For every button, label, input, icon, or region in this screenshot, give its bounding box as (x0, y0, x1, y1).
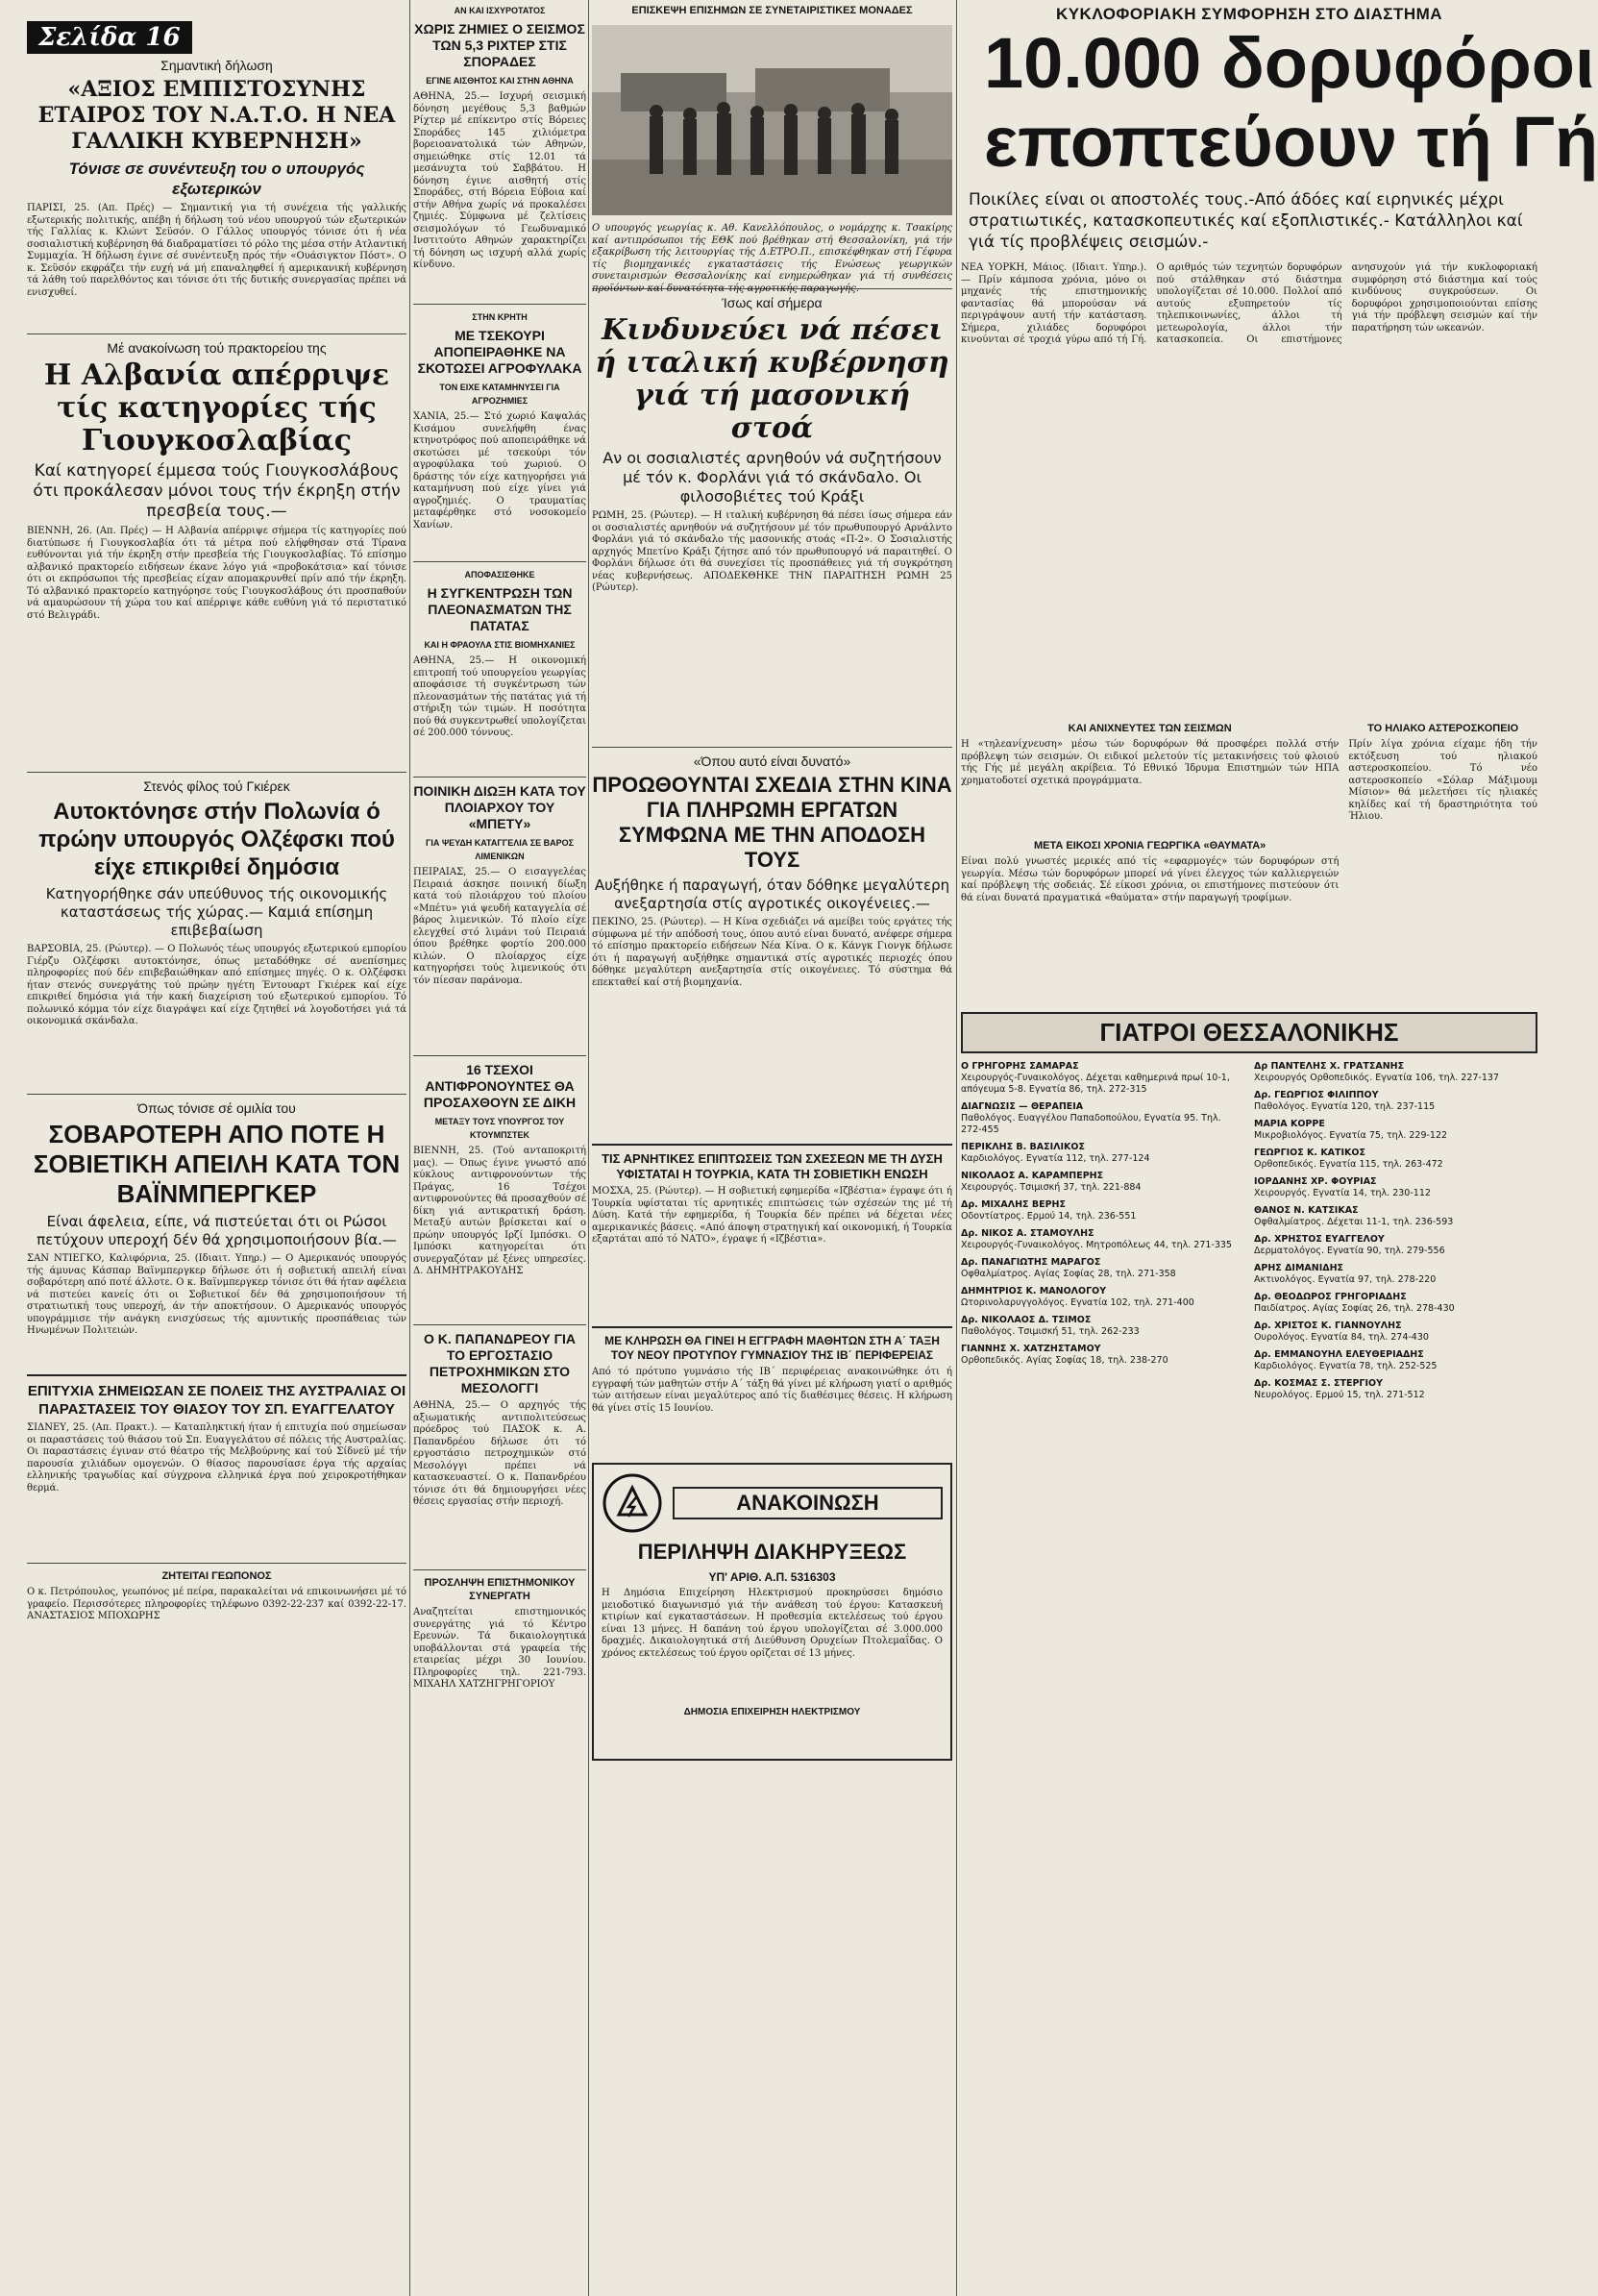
doctor-name: ΓΙΑΝΝΗΣ Χ. ΧΑΤΖΗΣΤΑΜΟΥ (961, 1344, 1101, 1354)
notice-footer: ΔΗΜΟΣΙΑ ΕΠΙΧΕΙΡΗΣΗ ΗΛΕΚΤΡΙΣΜΟΥ (683, 1707, 861, 1717)
doctor-entry (1254, 1119, 1537, 1142)
headline: ΕΠΙΤΥΧΙΑ ΣΗΜΕΙΩΣΑΝ ΣΕ ΠΟΛΕΙΣ ΤΗΣ ΑΥΣΤΡΑΛΙΑΣ ΟΙ ΠΑΡΑΣΤΑΣΕΙΣ ΤΟΥ ΘΙΑΣΟΥ ΤΟΥ ΣΠ. ΕΥΑΓΓΕΛΑΤΟΥ (27, 1383, 406, 1418)
doctor-name: Δρ. ΝΙΚΟΛΑΟΣ Δ. ΤΣΙΜΟΣ (961, 1315, 1092, 1325)
column-rule (588, 0, 589, 2296)
article-earthquake (413, 4, 586, 298)
doctor-entry (1254, 1378, 1537, 1401)
column-rule (409, 0, 410, 2296)
article-body: Από τό πρότυπο γυμνάσιο τής ΙΒ΄ περιφέρειας ανακοινώθηκε ότι ή εγγραφή τών μαθητών στήν Α΄ τάξη θά γίνει μέ κλήρωση γιατί ο αριθμός τών αιτήσεων είναι μεγαλύτερος από τίς διαθέσιμες θέσεις. Η κλήρωση θά γίνει στίς 15 Ιουνίου. (592, 1367, 952, 1414)
divider (413, 1569, 586, 1570)
article-satellites (961, 5, 1598, 714)
kicker: Μέ ανακοίνωση τού πρακτορείου της (107, 340, 327, 356)
column-4 (961, 0, 1598, 2296)
article-hiring (413, 1576, 586, 1751)
article-body: Η «τηλεανίχνευση» μέσω τών δορυφόρων θά προσφέρει πολλά στήν πρόβλεψη τών σεισμών. Οι ειδικοί μελετούν τίς μετακινήσεις τού φλοιού τής Γής μέ μεγάλη ακρίβεια. Τό Εθνικό Ίδρυμα Επιστημών τών ΗΠΑ χρηματοδοτεί σχετικά προγράμματα. (961, 739, 1340, 786)
doctor-name: Δρ. ΧΡΗΣΤΟΣ ΕΥΑΓΓΕΛΟΥ (1254, 1234, 1385, 1245)
subsection-left (961, 718, 1339, 1004)
doctor-details: Ακτινολόγος. Εγνατία 97, τηλ. 278-220 (1254, 1274, 1437, 1285)
doctor-name: ΔΙΑΓΝΩΣΙΣ — ΘΕΡΑΠΕΙΑ (961, 1101, 1084, 1112)
article-body: ΠΑΡΙΣΙ, 25. (Απ. Πρές) — Σημαντική για τή συνέχεια τής γαλλικής εξωτερικής πολιτικής, απέβη ή δήλωση τού νέου υπουργού τών εξωτερικών τής Γαλλίας κ. Κλώντ Σεϋσόν. Ο Γάλλος υπουργός τόνισε ότι ή νέα σοσιαλιστική κυβέρνηση θά διαδραματίσει τό ρόλο της μέσα στήν Ατλαντική Συμμαχία. Ή δήλωση έγινε σέ συνέντευξη πρός τήν «Ουάσιγκτον Πόστ». Ο κ. Σεϋσόν εκφράζει τήν ευχή νά μή επαναληφθεί ή αμερικανική κυβέρνηση τά λάθη τού παρελθόντος και τόνισε ότι τής δυτικής συνεργασίας πρέπει νά ενισχυθεί. (27, 203, 406, 298)
article-body: ΑΘΗΝΑ, 25.— Ισχυρή σεισμική δόνηση μεγέθους 5,3 βαθμών Ρίχτερ μέ επίκεντρο στίς Βόρειες Σποράδες 145 χιλιόμετρα βορειοανατολικά τών Αθηνών, σημειώθηκε στίς 12.01 τά μεσάνυχτα τού Σαββάτου. Η δόνηση έγινε αισθητή στίς Σποράδες, στή Βόρεια Εύβοια καί στήν Αθήνα χωρίς νά προκαλέσει ζημιές. Σύμφωνα μέ ζελτίσεις σεισμολόγων τό Γεωδυναμικό Ινστιτούτο Αθηνών χαρακτηρίζει τή δόνηση ως ισχυρή αλλά χωρίς κίνδυνο. (413, 91, 586, 270)
satellite-subsections (961, 718, 1537, 1004)
article-school-lottery (592, 1334, 952, 1453)
article-body: ΣΑΝ ΝΤΙΕΓΚΟ, Καλιφόρνια, 25. (Ιδιαιτ. Υπηρ.) — Ο Αμερικανός υπουργός τής άμυνας Κάσπαρ Βαϊνμπεργκερ δήλωσε ότι ή σοβιετική απειλή είναι σοβαρότερη από ποτέ άλλοτε. Ο κ. Βαϊνμπεργκερ τόνισε ότι θά ήταν αφέλεια νά πιστεύει κανείς ότι οι Σοβιετικοί δέν θά χρησιμοποιήσουν τή στρατιωτική τους υπεροχή, άν τήν αποκτήσουν. Ο Αμερικανός υπουργός υπογράμμισε τήν ανάγκη ενισχύσεως τής αμυντικής προσπάθειας τών Ηνωμένων Πολιτειών. (27, 1253, 406, 1336)
article-poland (27, 778, 406, 1088)
article-body: ΑΘΗΝΑ, 25.— Ο αρχηγός τής αξιωματικής αντιπολιτεύσεως πρόεδρος τού ΠΑΣΟΚ κ. Α. Παπανδρέου δήλωσε ότι τό εργοστάσιο πετροχημικών στό Μεσολόγγι πρέπει νά κατασκευαστεί. Ο κ. Παπανδρέου τόνισε ότι θά δημιουργήσει νέες θέσεις εργασίας στήν περιοχή. (413, 1400, 586, 1507)
doctor-details: Χειρουργός. Τσιμισκή 37, τηλ. 221-884 (961, 1182, 1142, 1193)
subheadline: Αν οι σοσιαλιστές αρνηθούν νά συζητήσουν μέ τόν κ. Φορλάνι γιά τό σκάνδαλο. Οι φιλοσοβιέτες τού Κράξι (602, 449, 942, 506)
doctor-name: ΠΕΡΙΚΛΗΣ Β. ΒΑΣΙΛΙΚΟΣ (961, 1142, 1085, 1152)
article-turkey (592, 1151, 952, 1321)
doctor-details: Ωτορινολαρυγγολόγος. Εγνατία 102, τηλ. 271-400 (961, 1297, 1194, 1308)
article-australia (27, 1382, 406, 1557)
headline: «ΑΞΙΟΣ ΕΜΠΙΣΤΟΣΥΝΗΣ ΕΤΑΙΡΟΣ ΤΟΥ Ν.Α.Τ.Ο. Η ΝΕΑ ΓΑΛΛΙΚΗ ΚΥΒΕΡΝΗΣΗ» (37, 77, 396, 154)
photo-caption: Ο υπουργός γεωργίας κ. Αθ. Κανελλόπουλος, ο νομάρχης κ. Τσακίρης καί αντιπρόσωποι τής ΕΘΚ πού βρέθηκαν στή Θεσσαλονίκη, γιά τήν εξακρίβωση τής λειτουργίας τής Δ.ΕΤΡΟ.Π., επισκέφθηκαν στή Γέφυρα τίς βιομηχανικές εγκαταστάσεις τής Ενώσεως γεωργικών συνεταιρισμών Θεσσαλονίκης καί ενημερώθηκαν γιά τή συνθέσεις προϊόντων καί δυνατότητα τής αγροτικής παραγωγής. (592, 223, 952, 294)
doctor-details: Χειρουργός Ορθοπεδικός. Εγνατία 106, τηλ. 227-137 (1254, 1073, 1499, 1083)
doctor-name: ΑΡΗΣ ΔΙΜΑΝΙΔΗΣ (1254, 1263, 1344, 1273)
doctor-name: Δρ. ΓΕΩΡΓΙΟΣ ΦΙΛΙΠΠΟΥ (1254, 1090, 1379, 1100)
subsection-right (1348, 718, 1537, 1004)
notice-subtitle: ΠΕΡΙΛΗΨΗ ΔΙΑΚΗΡΥΞΕΩΣ (637, 1540, 907, 1564)
article-body: Αναζητείται επιστημονικός συνεργάτης γιά τό Κέντρο Ερευνών. Τά δικαιολογητικά υποβάλλονται στά γραφεία τής εταιρείας μέχρι 30 Ιουνίου. Πληροφορίες τηλ. 221-793. ΜΙΧΑΗΛ ΧΑΤΖΗΓΡΗΓΟΡΙΟΥ (413, 1607, 586, 1690)
article-body: ΒΑΡΣΟΒΙΑ, 25. (Ρώυτερ). — Ο Πολωνός τέως υπουργός εξωτερικού εμπορίου Γιέρζυ Ολζέφσκι αυτοκτόνησε, όπως μεταδόθηκε σέ ανεπίσημες πληροφορίες πού δέν επιβεβαιώθηκαν από επίσημες πηγές. Ο κ. Ολζέφσκι ήταν στενός συνεργάτης τού πρώην ηγέτη Έντουαρτ Γκιέρεκ καί είχε επικριθεί δημόσια γιά τήν κακή διαχείριση τού εξωτερικού εμπορίου. Τό πολωνικό κόμμα τόν είχε διαγράψει καί είχε ζητηθεί νά λογοδοτήσει γιά τά οικονομικά σκάνδαλα. (27, 944, 406, 1026)
classified-agronomist (27, 1569, 406, 1654)
doctor-name: Δρ. ΚΟΣΜΑΣ Σ. ΣΤΕΡΓΙΟΥ (1254, 1378, 1383, 1389)
headline-line-1: 10.000 δορυφόροι (984, 23, 1595, 103)
doctor-entry (1254, 1263, 1537, 1286)
article-body: ΧΑΝΙΑ, 25.— Στό χωριό Καψαλάς Κισάμου συνελήφθη ένας κτηνοτρόφος πού αποπειράθηκε νά σκοτώσει μέ τσεκούρι τόν αγροφύλακα τού χωριού. Ο δράστης τόν είχε κατηγορήσει γιά καταμήνυση πού είχε γίνει γιά αγροζημιές. Ο τραυματίας μεταφέρθηκε στό νοσοκομείο Χανίων. (413, 411, 586, 531)
doctor-details: Οδοντίατρος. Ερμού 14, τηλ. 236-551 (961, 1211, 1137, 1222)
article-body: ΒΙΕΝΝΗ, 25. (Τού ανταποκριτή μας). — Όπως έγινε γνωστό από κύκλους αντιφρονούντων τής Πράγας, 16 Τσέχοι αντιφρονούντες θά προσαχθούν σέ δίκη γιά αντικρατική δράση. Μεταξύ αυτών βρίσκεται καί ο πρώην υπουργός Ιρζί Ιμπόσκι. Ο Ιμπόσκι κατηγορείται ότι συνεργαζόταν μέ ξένες υπηρεσίες. Δ. ΔΗΜΗΤΡΑΚΟΥΔΗΣ (413, 1146, 586, 1276)
article-body: ΠΕΚΙΝΟ, 25. (Ρώυτερ). — Η Κίνα σχεδιάζει νά αμείβει τούς εργάτες τής σύμφωνα μέ τήν απόδοσή τους, όπου αυτό είναι δυνατό, ανέφερε σήμερα τό επίσημο πρακτορείο ειδήσεων Νέα Κίνα. Ο κ. Κάνγκ Γιονγκ δήλωσε ότι ή παραγωγή αυξήθηκε σημαντικά στίς αγροτικές περιοχές όπου δόθηκε μεγαλύτερη ανεξαρτησία στίς οικογένειες. Τό σύστημα θά επεκταθεί καί στή βιομηχανία. (592, 917, 952, 988)
divider (27, 1374, 406, 1376)
subheadline: ΤΟΝ ΕΙΧΕ ΚΑΤΑΜΗΝΥΣΕΙ ΓΙΑ ΑΓΡΟΖΗΜΙΕΣ (439, 383, 560, 406)
directory-columns (961, 1061, 1537, 1407)
doctor-entry (1254, 1205, 1537, 1228)
doctor-name: Δρ. ΧΡΙΣΤΟΣ Κ. ΓΙΑΝΝΟΥΛΗΣ (1254, 1321, 1402, 1331)
doctor-details: Καρδιολόγος. Εγνατία 112, τηλ. 277-124 (961, 1153, 1150, 1164)
doctor-name: ΙΟΡΔΑΝΗΣ ΧΡ. ΦΟΥΡΙΑΣ (1254, 1176, 1377, 1187)
subheadline: ΕΓΙΝΕ ΑΙΣΘΗΤΟΣ ΚΑΙ ΣΤΗΝ ΑΘΗΝΑ (426, 76, 574, 86)
divider (27, 1563, 406, 1564)
doctor-details: Παθολόγος. Τσιμισκή 51, τηλ. 262-233 (961, 1326, 1140, 1337)
subheadline: ΚΑΙ Η ΦΡΑΟΥΛΑ ΣΤΙΣ ΒΙΟΜΗΧΑΝΙΕΣ (424, 640, 576, 650)
article-potatoes (413, 568, 586, 771)
directory-right (1254, 1061, 1537, 1407)
article-body: ΣΙΔΝΕΥ, 25. (Απ. Πρακτ.). — Καταπληκτική ήταν ή επιτυχία πού σημείωσαν οι παραστάσεις τού θιάσου τού Σπ. Ευαγγελάτου σέ πόλεις τής Αυστραλίας. Οι παραστάσεις έγιναν στό θέατρο τής Μελβούρνης καί τού Σίδνεϋ μέ τήν παρουσία χιλιάδων ομογενών. Ο θίασος παρουσίασε έργα τής αρχαίας ελληνικής τραγωδίας καί σύγχρονα ελληνικά έργα πού χειροκροτήθηκαν θερμά. (27, 1422, 406, 1494)
subheadline: ΜΕΤΑΞΥ ΤΟΥΣ ΥΠΟΥΡΓΟΣ ΤΟΥ ΚΤΟΥΜΠΣΤΕΚ (434, 1117, 565, 1140)
divider (27, 772, 406, 773)
subheadline: ΓΙΑ ΨΕΥΔΗ ΚΑΤΑΓΓΕΛΙΑ ΣΕ ΒΑΡΟΣ ΛΙΜΕΝΙΚΩΝ (425, 838, 575, 861)
article-body: ΝΕΑ ΥΟΡΚΗ, Μάιος. (Ιδιαιτ. Υπηρ.). — Πρίν κάμποσα χρόνια, μόνο οι μηχανές τής επιστημονικής φαντασίας θά μπορούσαν νά περιγράψουν αυτή τήν κατάσταση. Σήμερα, χιλιάδες δορυφόροι κινούνται σέ τροχιά γύρω από τή Γή. Ο αριθμός τών τεχνητών δορυφόρων πού στάλθηκαν στό διάστημα υπολογίζεται σέ 10.000. Πολλοί από αυτούς εξυπηρετούν τίς τηλεπικοινωνίες, άλλοι τή μετεωρολογία, άλλοι τήν κατασκοπεία. Οι επιστήμονες ανησυχούν γιά τήν κυκλοφοριακή συμφόρηση στό διάστημα καί τούς κινδύνους συγκρούσεων. Οι δορυφόροι χρησιμοποιούνται επίσης γιά τήν πρόβλεψη σεισμών καί τήν παρατήρηση τών ωκεανών. (961, 262, 1537, 345)
doctor-entry (961, 1061, 1244, 1096)
doctor-details: Χειρουργός. Εγνατία 14, τηλ. 230-112 (1254, 1188, 1431, 1198)
headline: ΣΟΒΑΡΟΤΕΡΗ ΑΠΟ ΠΟΤΕ Η ΣΟΒΙΕΤΙΚΗ ΑΠΕΙΛΗ ΚΑΤΑ ΤΟΝ ΒΑΪΝΜΠΕΡΓΚΕΡ (33, 1120, 401, 1208)
headline: ΜΕ ΚΛΗΡΩΣΗ ΘΑ ΓΙΝΕΙ Η ΕΓΓΡΑΦΗ ΜΑΘΗΤΩΝ ΣΤΗ Α΄ ΤΑΞΗ ΤΟΥ ΝΕΟΥ ΠΡΟΤΥΠΟΥ ΓΥΜΝΑΣΙΟΥ ΤΗΣ ΙΒ΄ ΠΕΡΙΦΕΡΕΙΑΣ (604, 1334, 940, 1362)
subheadline: Κατηγορήθηκε σάν υπεύθυνος τής οικονομικής καταστάσεως τής χώρας.— Καμιά επίσημη επιβεβαίωση (45, 885, 388, 939)
column-1 (27, 0, 406, 2296)
doctor-name: Δρ. ΘΕΟΔΩΡΟΣ ΓΡΗΓΟΡΙΑΔΗΣ (1254, 1292, 1407, 1302)
kicker: ΚΥΚΛΟΦΟΡΙΑΚΗ ΣΥΜΦΟΡΗΣΗ ΣΤΟ ΔΙΑΣΤΗΜΑ (1055, 5, 1443, 23)
doctor-details: Παθολόγος. Ευαγγέλου Παπαδοπούλου, Εγνατία 95. Τηλ. 272-455 (961, 1113, 1221, 1135)
subheadline: Είναι άφελεια, είπε, νά πιστεύεται ότι οι Ρώσοι πετύχουν υπεροχή δέν θά χρησιμοποιήσουν βία.— (37, 1213, 397, 1248)
directory-title: ΓΙΑΤΡΟΙ ΘΕΣΣΑΛΟΝΙΚΗΣ (961, 1012, 1537, 1053)
headline-line-2: εποπτεύουν τή Γή (984, 102, 1598, 182)
doctor-details: Παθολόγος. Εγνατία 120, τηλ. 237-115 (1254, 1101, 1436, 1112)
doctor-name: Δρ. ΕΜΜΑΝΟΥΗΛ ΕΛΕΥΘΕΡΙΑΔΗΣ (1254, 1349, 1424, 1360)
doctor-entry (961, 1315, 1244, 1338)
article-weinberger (27, 1100, 406, 1369)
subheadline: Τόνισε σε συνέντευξη του ο υπουργός εξωτερικών (68, 160, 365, 198)
kicker: ΑΠΟΦΑΣΙΣΘΗΚΕ (464, 570, 535, 580)
headline: ΠΡΟΩΘΟΥΝΤΑΙ ΣΧΕΔΙΑ ΣΤΗΝ ΚΙΝΑ ΓΙΑ ΠΛΗΡΩΜΗ ΕΡΓΑΤΩΝ ΣΥΜΦΩΝΑ ΜΕ ΤΗΝ ΑΠΟΔΟΣΗ ΤΟΥΣ (592, 773, 952, 872)
headline: Η ΣΥΓΚΕΝΤΡΩΣΗ ΤΩΝ ΠΛΕΟΝΑΣΜΑΤΩΝ ΤΗΣ ΠΑΤΑΤΑΣ (427, 585, 573, 633)
article-body: Πρίν λίγα χρόνια είχαμε ήδη τήν εκτόξευση τού ηλιακού αστεροσκοπείου. Τό νέο αστεροσκοπείο «Σόλαρ Μάξιμουμ Μίσιον» θά μελετήσει τίς ηλιακές κηλίδες καί τή δραστηριότητα τού Ήλιου. (1348, 739, 1537, 822)
divider (413, 561, 586, 562)
doctor-details: Ουρολόγος. Εγνατία 84, τηλ. 274-430 (1254, 1332, 1429, 1343)
doctor-name: Δρ. ΝΙΚΟΣ Α. ΣΤΑΜΟΥΛΗΣ (961, 1228, 1094, 1239)
doctor-details: Οφθαλμίατρος. Δέχεται 11-1, τηλ. 236-593 (1254, 1217, 1454, 1227)
column-3 (592, 0, 952, 2296)
headline: ΜΕ ΤΣΕΚΟΥΡΙ ΑΠΟΠΕΙΡΑΘΗΚΕ ΝΑ ΣΚΟΤΩΣΕΙ ΑΓΡΟΦΥΛΑΚΑ (417, 328, 582, 376)
article-czech-dissidents (413, 1062, 586, 1319)
kicker: ΕΠΙΣΚΕΨΗ ΕΠΙΣΗΜΩΝ ΣΕ ΣΥΝΕΤΑΙΡΙΣΤΙΚΕΣ ΜΟΝΑΔΕΣ (631, 5, 913, 16)
article-body: ΑΘΗΝΑ, 25.— Η οικονομική επιτροπή τού υπουργείου γεωργίας αποφάσισε τή συγκέντρωση τών πλεονασμάτων τής πατάτας γιά τή στήριξη τών τιμών. Η ποσότητα πού θά συγκεντρωθεί υπολογίζεται σέ 200.000 τόννους. (413, 655, 586, 738)
doctor-entry (961, 1171, 1244, 1194)
divider (592, 1326, 952, 1328)
doctor-details: Ορθοπεδικός. Εγνατία 115, τηλ. 263-472 (1254, 1159, 1443, 1170)
doctors-directory (961, 1012, 1537, 1407)
headline: ΠΟΙΝΙΚΗ ΔΙΩΞΗ ΚΑΤΑ ΤΟΥ ΠΛΟΙΑΡΧΟΥ ΤΟΥ «ΜΠΕΤΥ» (413, 783, 586, 831)
doctor-entry (961, 1286, 1244, 1309)
subheadline: Αυξήθηκε ή παραγωγή, όταν δόθηκε μεγαλύτερη ανεξαρτησία στίς αγροτικές οικογένειες.— (594, 876, 950, 912)
doctor-entry (961, 1257, 1244, 1280)
doctor-name: ΜΑΡΙΑ ΚΟΡΡΕ (1254, 1119, 1325, 1129)
doctor-entry (961, 1228, 1244, 1251)
subheadline: Καί κατηγορεί έμμεσα τούς Γιουγκοσλάβους ότι προκάλεσαν μόνοι τους τήν έκρηξη στήν πρεσβεία τους.— (33, 461, 401, 521)
divider (413, 777, 586, 778)
article-body: Ο κ. Πετρόπουλος, γεωπόνος μέ πείρα, παρακαλείται νά επικοινωνήσει μέ τό γραφείο. Περισσότερες πληροφορίες τηλέφωνο 0392-22-237 καί 0392-22-17. ΑΝΑΣΤΑΣΙΟΣ ΜΠΟΧΩΡΗΣ (27, 1587, 406, 1621)
headline: ΜΕΤΑ ΕΙΚΟΣΙ ΧΡΟΝΙΑ ΓΕΩΡΓΙΚΑ «ΘΑΥΜΑΤΑ» (1034, 840, 1266, 852)
divider (413, 1324, 586, 1325)
headline: ΧΩΡΙΣ ΖΗΜΙΕΣ Ο ΣΕΙΣΜΟΣ ΤΩΝ 5,3 ΡΙΧΤΕΡ ΣΤΙΣ ΣΠΟΡΑΔΕΣ (414, 21, 585, 69)
kicker: ΑΝ ΚΑΙ ΙΣΧΥΡΟΤΑΤΟΣ (454, 6, 546, 15)
doctor-details: Δερματολόγος. Εγνατία 90, τηλ. 279-556 (1254, 1246, 1445, 1256)
doctor-name: ΝΙΚΟΛΑΟΣ Α. ΚΑΡΑΜΠΕΡΗΣ (961, 1171, 1104, 1181)
headline: ΤΟ ΗΛΙΑΚΟ ΑΣΤΕΡΟΣΚΟΠΕΙΟ (1367, 723, 1519, 734)
news-photo (592, 25, 952, 215)
divider (27, 1094, 406, 1095)
doctor-details: Παιδίατρος. Αγίας Σοφίας 26, τηλ. 278-430 (1254, 1303, 1455, 1314)
divider (27, 333, 406, 334)
article-body: Είναι πολύ γνωστές μερικές από τίς «εφαρμογές» τών δορυφόρων στή γεωργία. Μέσω τών δορυφόρων μπορεί νά γίνει έλεγχος τών καλλιεργειών καί πρόβλεψη τής σοδειάς. Σέ είκοσι χρόνια, οι επιστήμονες πιστεύουν ότι θά είναι δυνατά πραγματικά «θαύματα» στήν παραγωγή τροφίμων. (961, 856, 1340, 903)
headline: Η Αλβανία απέρριψε τίς κατηγορίες τής Γιουγκοσλαβίας (43, 358, 390, 457)
article-body: ΒΙΕΝΝΗ, 26. (Απ. Πρές) — Η Αλβανία απέρριψε σήμερα τίς κατηγορίες πού διατύπωσε ή Γιουγκοσλαβία ότι τά μέτρα πού ελήφθησαν στά Τίρανα ευθύνονται γιά τήν έκρηξη στήν πρεσβεία τής Γιουγκοσλαβίας. Τό επίσημο αλβανικό πρακτορείο ειδήσεων έκανε λόγο γιά «προβοκάτσια» καί τόνισε ότι οι εκπρόσωποι τής πρεσβείας είχαν απομακρυνθεί πρίν από τήν έκρηξη. Τό αλβανικό πρακτορείο κατηγόρησε τούς Γιουγκοσλάβους ότι προσπαθούν νά αμαυρώσουν τή χώρα του καί απέρριψε κάθε ευθύνη γιά τό περιστατικό στό Βελιγράδι. (27, 526, 406, 621)
notice-body: Η Δημόσια Επιχείρηση Ηλεκτρισμού προκηρύσσει δημόσιο μειοδοτικό διαγωνισμό γιά τήν ανάθεση τού έργου: Κατασκευή κτιρίων καί εγκαταστάσεων. Η προθεσμία εκτελέσεως τού έργου είναι 13 μήνες. Η δαπάνη τού έργου υπολογίζεται σέ 3.000.000 δραχμές. Δικαιολογητικά στή Διεύθυνση Ορυχείων Πτολεμαΐδας. Ο χρόνος εκτελέσεως τού έργου ορίζεται σέ 13 μήνες. (602, 1588, 943, 1659)
page-number-badge: Σελίδα 16 (27, 21, 192, 54)
doctor-name: ΘΑΝΟΣ Ν. ΚΑΤΣΙΚΑΣ (1254, 1205, 1359, 1216)
article-papandreou (413, 1331, 586, 1564)
headline: ΚΑΙ ΑΝΙΧΝΕΥΤΕΣ ΤΩΝ ΣΕΙΣΜΩΝ (1068, 723, 1232, 734)
doctor-name: Δρ. ΜΙΧΑΛΗΣ ΒΕΡΗΣ (961, 1199, 1066, 1210)
dei-notice (592, 1463, 952, 1761)
doctor-entry (961, 1101, 1244, 1136)
article-albania (27, 340, 406, 766)
doctor-details: Χειρουργός-Γυναικολόγος. Μητροπόλεως 44, τηλ. 271-335 (961, 1240, 1232, 1250)
headline: Κινδυνεύει νά πέσει ή ιταλική κυβέρνηση γιά τή μασονική στοά (595, 313, 949, 445)
article-crete (413, 310, 586, 555)
doctor-details: Χειρουργός-Γυναικολόγος. Δέχεται καθημερινά πρωί 10-1, απόγευμα 5-8. Εγνατία 86, τηλ. 272-315 (961, 1073, 1230, 1095)
kicker: Όπως τόνισε σέ ομιλία του (137, 1100, 296, 1116)
notice-header (602, 1472, 943, 1534)
kicker: Ίσως καί σήμερα (722, 295, 823, 310)
headline: 16 ΤΣΕΧΟΙ ΑΝΤΙΦΡΟΝΟΥΝΤΕΣ ΘΑ ΠΡΟΣΑΧΘΟΥΝ ΣΕ ΔΙΚΗ (423, 1062, 577, 1110)
column-rule (956, 0, 957, 2296)
notice-reference: ΥΠ' ΑΡΙΘ. Α.Π. 5316303 (708, 1570, 836, 1584)
doctor-entry (1254, 1349, 1537, 1372)
headline: ΖΗΤΕΙΤΑΙ ΓΕΩΠΟΝΟΣ (161, 1570, 272, 1582)
headline: Ο Κ. ΠΑΠΑΝΔΡΕΟΥ ΓΙΑ ΤΟ ΕΡΓΟΣΤΑΣΙΟ ΠΕΤΡΟΧΗΜΙΚΩΝ ΣΤΟ ΜΕΣΟΛΟΓΓΙ (423, 1331, 577, 1395)
kicker: «Όπου αυτό είναι δυνατό» (693, 753, 851, 769)
headline: ΤΙΣ ΑΡΝΗΤΙΚΕΣ ΕΠΙΠΤΩΣΕΙΣ ΤΩΝ ΣΧΕΣΕΩΝ ΜΕ ΤΗ ΔΥΣΗ ΥΦΙΣΤΑΤΑΙ Η ΤΟΥΡΚΙΑ, ΚΑΤΑ ΤΗ ΣΟΒΙΕΤΙΚΗ ΕΝΩΣΗ (602, 1151, 943, 1181)
headline: Αυτοκτόνησε στήν Πολωνία ό πρώην υπουργός Ολζέφσκι πού είχε επικριθεί δημόσια (38, 799, 395, 880)
doctor-name: Δρ. ΠΑΝΑΓΙΩΤΗΣ ΜΑΡΑΓΟΣ (961, 1257, 1101, 1268)
doctor-entry (1254, 1321, 1537, 1344)
doctor-entry (1254, 1292, 1537, 1315)
divider (413, 304, 586, 305)
doctor-entry (1254, 1234, 1537, 1257)
column-2 (413, 0, 586, 2296)
divider (592, 747, 952, 748)
notice-title: ΑΝΑΚΟΙΝΩΣΗ (673, 1487, 943, 1519)
article-body: ΠΕΙΡΑΙΑΣ, 25.— Ο εισαγγελέας Πειραιά άσκησε ποινική δίωξη κατά τού πλοιάρχου τού πλοίου «Μπέτυ» γιά ψευδή καταγγελία σέ βάρος λιμενικών. Τό πλοίο είχε ελεγχθεί στό λιμάνι τού Πειραιά όπου βρέθηκε φορτίο 200.000 κιλών. Ο πλοίαρχος είχε κατηγορήσει τούς λιμενικούς ότι τόν πίεσαν παράνομα. (413, 867, 586, 986)
article-china (592, 753, 952, 1138)
kicker: ΣΤΗΝ ΚΡΗΤΗ (472, 312, 528, 322)
article-nato (27, 58, 406, 328)
doctor-details: Ορθοπεδικός. Αγίας Σοφίας 18, τηλ. 238-270 (961, 1355, 1168, 1366)
doctor-name: ΔΗΜΗΤΡΙΟΣ Κ. ΜΑΝΟΛΟΓΟΥ (961, 1286, 1107, 1296)
doctor-details: Οφθαλμίατρος. Αγίας Σοφίας 28, τηλ. 271-358 (961, 1269, 1176, 1279)
doctor-entry (1254, 1148, 1537, 1171)
directory-left (961, 1061, 1244, 1407)
article-body: ΡΩΜΗ, 25. (Ρώυτερ). — Η ιταλική κυβέρνηση θά πέσει ίσως σήμερα εάν οι σοσιαλιστές αρνηθούν νά συζητήσουν μέ τόν πρωθυπουργό Αρνάλντο Φορλάνι γιά τό σκάνδαλο τής μασονικής στοάς «Π-2». Ο Σοσιαλιστής αρχηγός Μπετίνο Κράξι ζήτησε από τόν πρωθυπουργό νά παραιτηθεί. Ο Φορλάνι δήλωσε ότι θά συνεχίσει τίς προσπάθειες γιά τή συγκρότηση νέας κυβερνήσεως. ΑΠΟΔΕΚΘΗΚΕ ΤΗΝ ΠΑΡΑΙΤΗΣΗ ΡΩΜΗ 25 (Ρώυτερ). (592, 510, 952, 593)
doctor-entry (1254, 1176, 1537, 1199)
divider (413, 1055, 586, 1056)
article-captain (413, 783, 586, 1049)
doctor-details: Νευρολόγος. Ερμού 15, τηλ. 271-512 (1254, 1390, 1425, 1400)
doctor-name: Ο ΓΡΗΓΟΡΗΣ ΣΑΜΑΡΑΣ (961, 1061, 1079, 1072)
kicker: Σημαντική δήλωση (160, 58, 273, 73)
doctor-details: Καρδιολόγος. Εγνατία 78, τηλ. 252-525 (1254, 1361, 1438, 1371)
doctor-details: Μικροβιολόγος. Εγνατία 75, τηλ. 229-122 (1254, 1130, 1448, 1141)
photo-story-visit (592, 4, 952, 294)
doctor-entry (961, 1344, 1244, 1367)
doctor-entry (961, 1142, 1244, 1165)
doctor-name: Δρ ΠΑΝΤΕΛΗΣ Χ. ΓΡΑΤΣΑΝΗΣ (1254, 1061, 1405, 1072)
kicker: Στενός φίλος τού Γκιέρεκ (143, 778, 290, 794)
subheadline: Ποικίλες είναι οι αποστολές τους.-Από άδόες καί ειρηνικές μέχρι στρατιωτικές, κατασκοπευτικές καί εξοπλιστικές.- Κατάλληλοι καί γιά τίς προβλέψεις σεισμών.- (969, 190, 1523, 252)
headline: ΠΡΟΣΛΗΨΗ ΕΠΙΣΤΗΜΟΝΙΚΟΥ ΣΥΝΕΡΓΑΤΗ (424, 1577, 576, 1602)
article-body: ΜΟΣΧΑ, 25. (Ρώυτερ). — Η σοβιετική εφημερίδα «Ιζβέστια» έγραψε ότι ή Τουρκία υφίσταται τίς αρνητικές επιπτώσεις τών σχέσεών της μέ τή Δύση. Κατά τήν εφημερίδα, ή Τουρκία δέν πρέπει νά δέχεται νέες αμερικανικές βάσεις. «Από άποψη στρατηγική καί οικονομική, ή Τουρκία εξαρτάται από τό ΝΑΤΟ», έγραψε ή «Ιζβέστια». (592, 1186, 952, 1245)
dei-logo-icon (602, 1472, 663, 1534)
doctor-entry (1254, 1090, 1537, 1113)
doctor-name: ΓΕΩΡΓΙΟΣ Κ. ΚΑΤΙΚΟΣ (1254, 1148, 1365, 1158)
article-italy (592, 295, 952, 741)
doctor-entry (961, 1199, 1244, 1222)
divider (592, 1144, 952, 1146)
doctor-entry (1254, 1061, 1537, 1084)
